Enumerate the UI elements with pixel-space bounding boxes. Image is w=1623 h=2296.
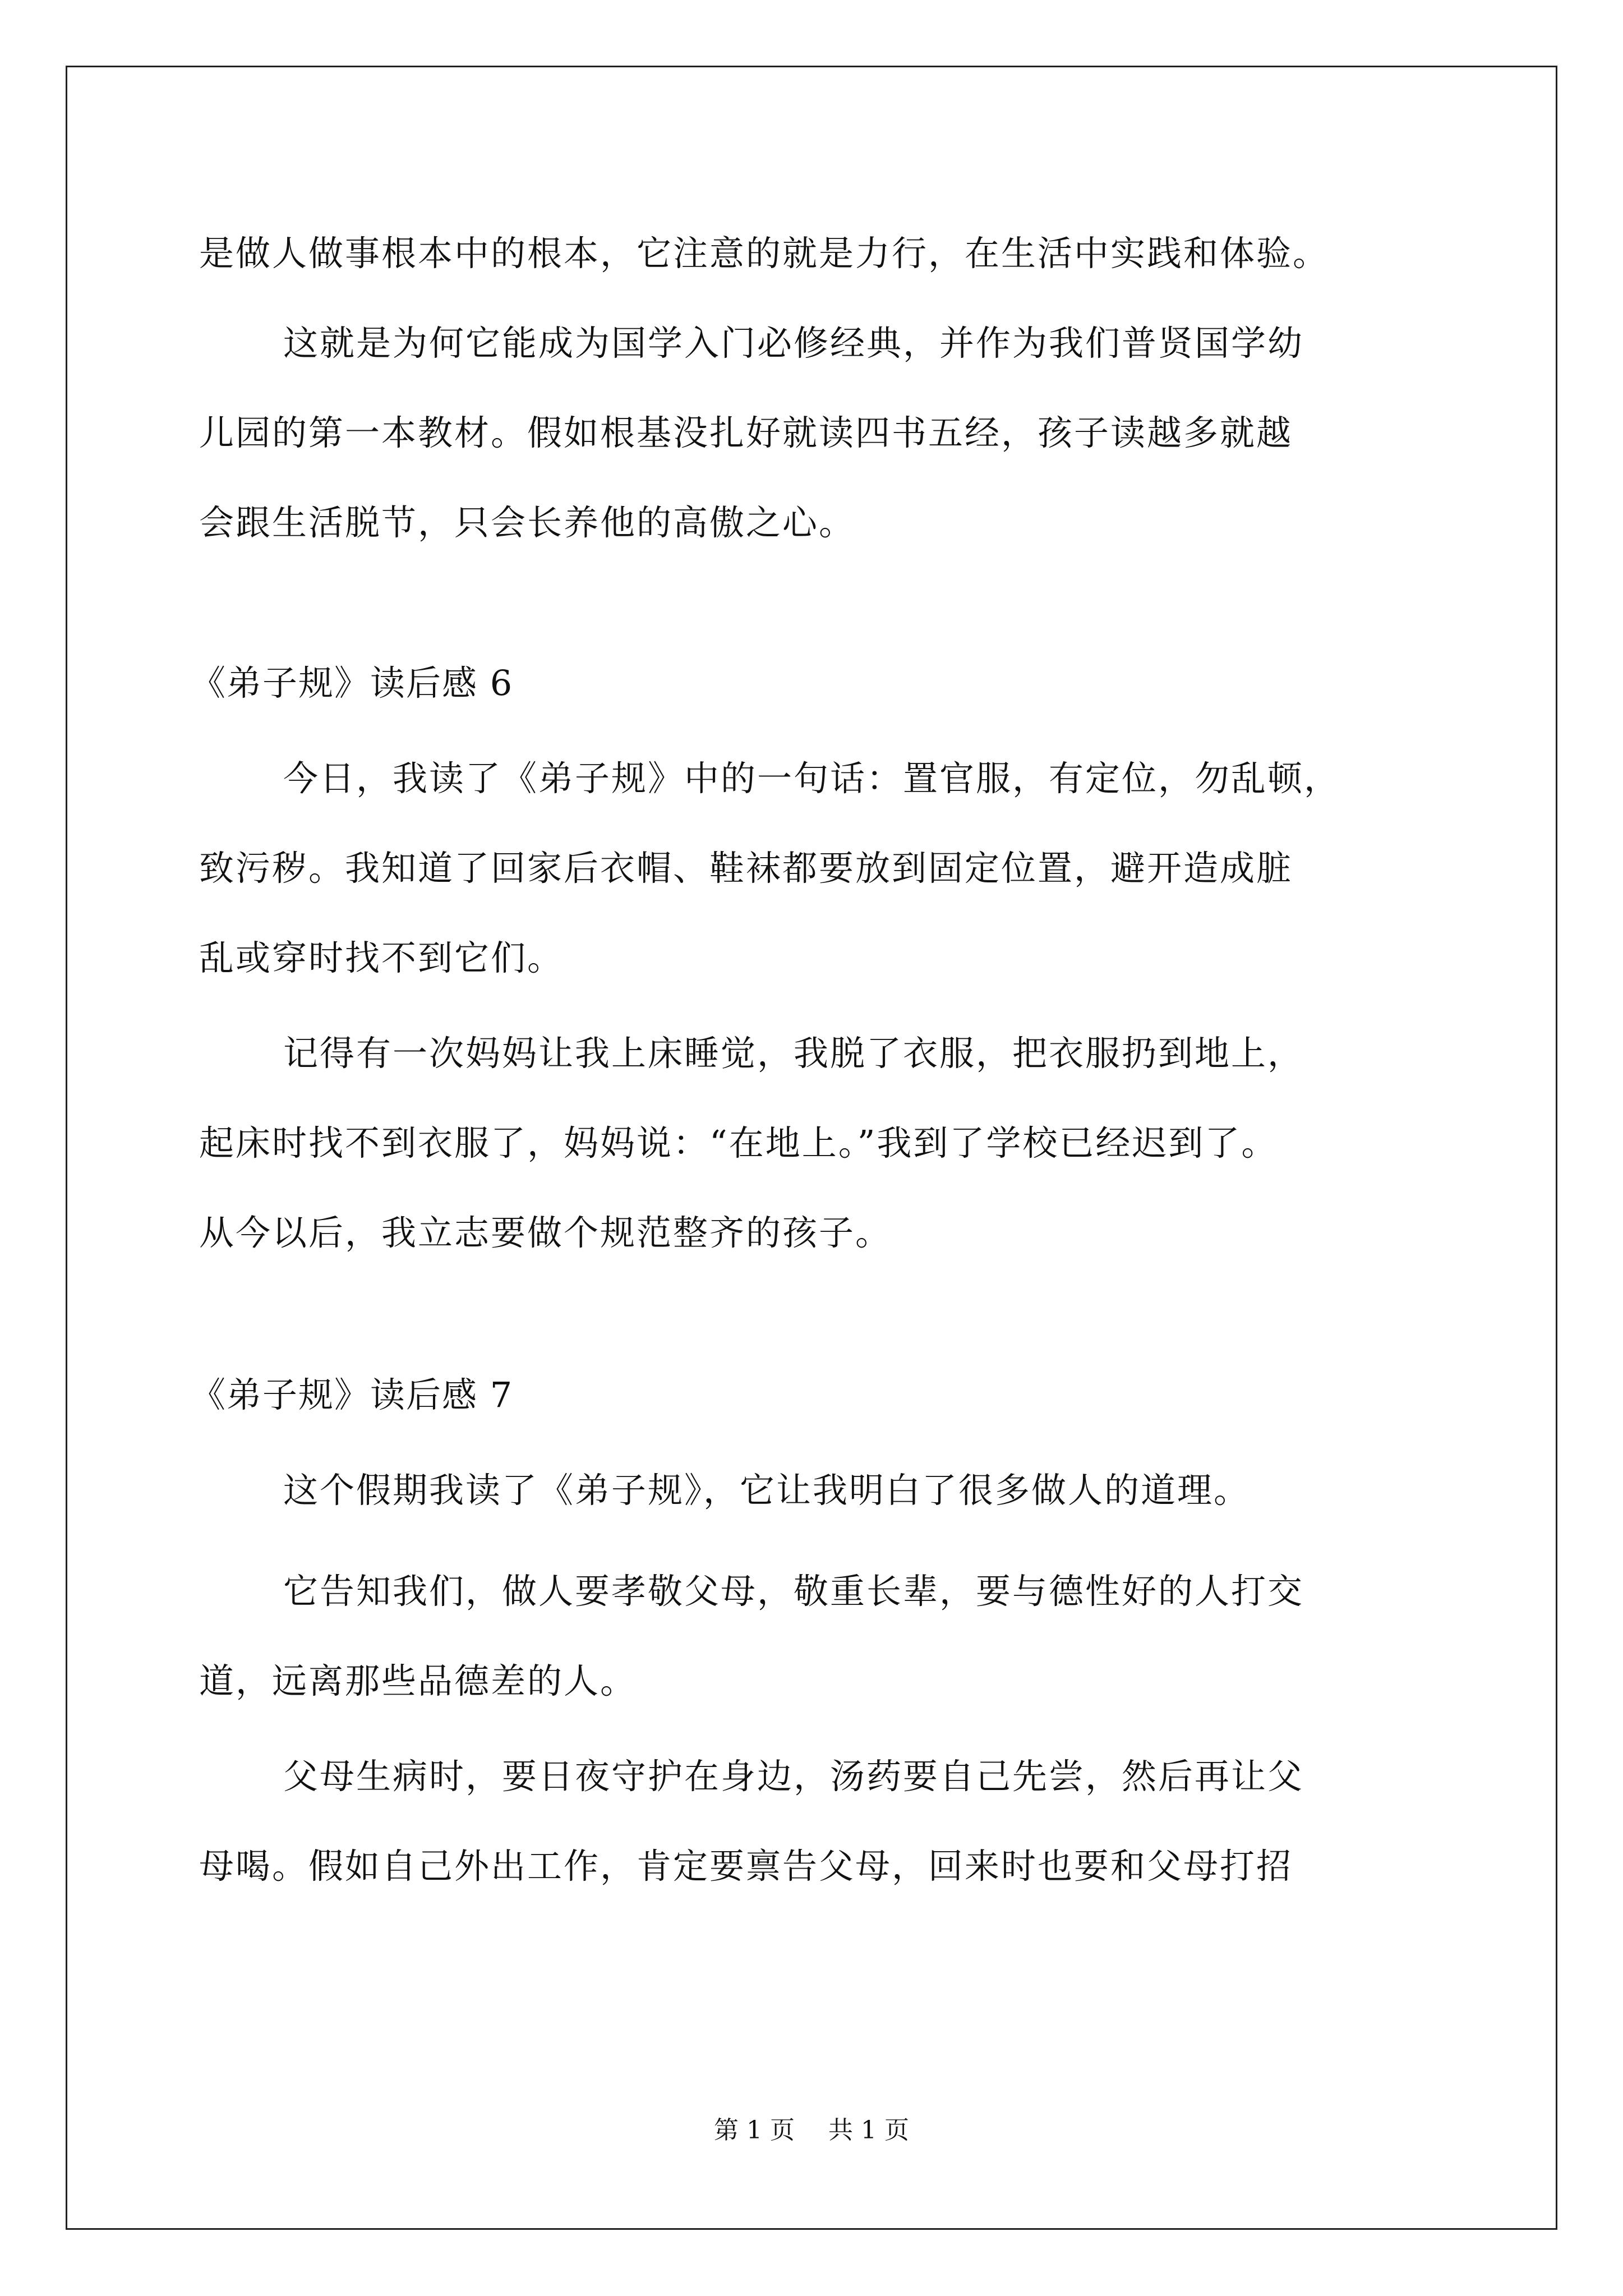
paragraph-line: 儿园的第一本教材。假如根基没扎好就读四书五经，孩子读越多就越 bbox=[199, 412, 1293, 453]
paragraph-line: 道，远离那些品德差的人。 bbox=[199, 1660, 637, 1701]
paragraph-line: 父母生病时，要日夜守护在身边，汤药要自己先尝，然后再让父 bbox=[283, 1756, 1304, 1797]
paragraph-line: 这就是为何它能成为国学入门必修经典，并作为我们普贤国学幼 bbox=[283, 323, 1304, 364]
page-total: 共 1 页 bbox=[828, 2116, 909, 2145]
paragraph-line: 会跟生活脱节，只会长养他的高傲之心。 bbox=[199, 502, 856, 543]
paragraph-line: 今日，我读了《弟子规》中的一句话：置官服，有定位，勿乱顿， bbox=[283, 758, 1341, 799]
paragraph-line: 这个假期我读了《弟子规》，它让我明白了很多做人的道理。 bbox=[283, 1470, 1251, 1511]
paragraph-line: 是做人做事根本中的根本，它注意的就是力行，在生活中实践和体验。 bbox=[199, 233, 1330, 274]
section-heading: 《弟子规》读后感 7 bbox=[191, 1374, 514, 1415]
paragraph-line: 从今以后，我立志要做个规范整齐的孩子。 bbox=[199, 1212, 892, 1253]
page-number: 第 1 页 bbox=[714, 2116, 795, 2145]
paragraph-line: 记得有一次妈妈让我上床睡觉，我脱了衣服，把衣服扔到地上， bbox=[283, 1033, 1304, 1074]
page-footer bbox=[0, 2114, 1623, 2147]
paragraph-line: 致污秽。我知道了回家后衣帽、鞋袜都要放到固定位置，避开造成脏 bbox=[199, 848, 1293, 889]
paragraph-line: 起床时找不到衣服了，妈妈说：“在地上。”我到了学校已经迟到了。 bbox=[199, 1122, 1278, 1163]
section-heading: 《弟子规》读后感 6 bbox=[191, 662, 514, 703]
paragraph-line: 它告知我们，做人要孝敬父母，敬重长辈，要与德性好的人打交 bbox=[283, 1571, 1304, 1612]
paragraph-line: 母喝。假如自己外出工作，肯定要禀告父母，回来时也要和父母打招 bbox=[199, 1846, 1293, 1887]
paragraph-line: 乱或穿时找不到它们。 bbox=[199, 937, 564, 978]
